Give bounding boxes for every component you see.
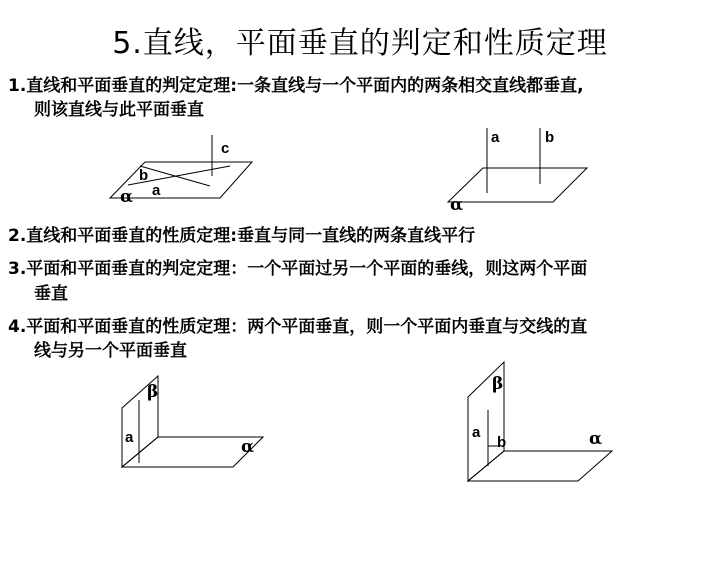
fig2-label-a: a	[491, 129, 500, 146]
fig3-label-alpha: α	[241, 437, 255, 457]
fig4-label-beta: β	[492, 374, 504, 394]
fig4-plane-alpha	[468, 451, 612, 481]
page-title: 5.直线，平面垂直的判定和性质定理	[112, 26, 608, 61]
fig4-label-a: a	[472, 424, 481, 441]
theorem-4-line-1: 4.平面和平面垂直的性质定理：两个平面垂直，则一个平面内垂直与交线的直	[8, 317, 588, 337]
fig4-label-b: b	[497, 434, 507, 451]
figure-4	[468, 362, 612, 481]
theorem-2-line-1: 2.直线和平面垂直的性质定理:垂直与同一直线的两条直线平行	[8, 226, 476, 246]
theorem-3-line-2: 垂直	[34, 284, 68, 304]
theorem-1-line-1: 1.直线和平面垂直的判定定理:一条直线与一个平面内的两条相交直线都垂直,	[8, 76, 584, 96]
fig2-label-alpha: α	[450, 195, 464, 215]
figure-2	[448, 128, 587, 202]
fig2-label-b: b	[545, 129, 555, 146]
fig1-label-a: a	[152, 182, 161, 199]
fig1-label-c: c	[221, 140, 230, 157]
theorem-1-line-2: 则该直线与此平面垂直	[34, 100, 204, 120]
fig1-label-b: b	[139, 167, 149, 184]
fig1-label-alpha: α	[120, 187, 134, 207]
theorem-4-line-2: 线与另一个平面垂直	[34, 341, 187, 361]
fig2-plane	[448, 168, 587, 202]
fig4-label-alpha: α	[589, 429, 603, 449]
fig3-label-beta: β	[147, 382, 159, 402]
theorem-3-line-1: 3.平面和平面垂直的判定定理：一个平面过另一个平面的垂线，则这两个平面	[8, 259, 588, 279]
fig3-label-a: a	[125, 429, 134, 446]
